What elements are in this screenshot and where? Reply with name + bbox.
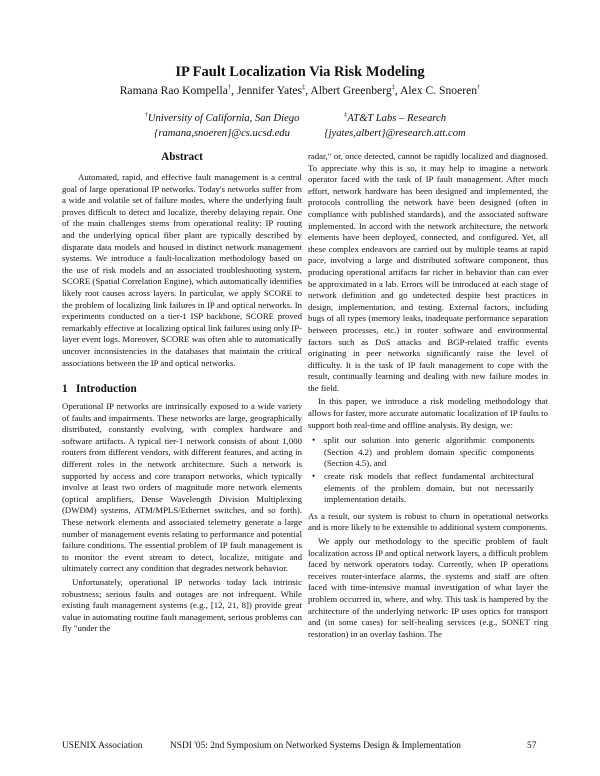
- intro-paragraph-2-continued: radar," or, once detected, cannot be rapidly localized and diagnosed. To appreciate why this is so, it may help to imagine a network operator faced with the task of IP fault management. After much effort, network hardware has been designed and implemented, the protocols controlling the network have been designed (often in compliance with published standards), and the associated software implemented. In accord with the network architecture, the network elements have been deployed, connected, and configured. Yet, all these complex endeavors are carried out by multiple teams at rapid pace, involving a large and distributed software component, thus producing operational artifacts far richer in behavior than can ever be approximated in a lab. Errors will be introduced at each stage of network definition and go undetected despite best practices in design, implementation, and testing. External factors, including bugs of all types (memory leaks, inadequate performance separation between processes, etc.) in router software and environmental factors such as DoS attacks and BGP-related traffic events originating in peer networks significantly raise the level of difficulty. It is the task of IP fault management to cope with the result, continually learning and dealing with new failure modes in the field.: [308, 151, 548, 393]
- intro-paragraph-4: As a result, our system is robust to churn in operational networks and is more likely to be extensible to additional system components.: [308, 510, 548, 533]
- author-affiliation-mark: ‡: [301, 84, 306, 92]
- author-separator: ,: [394, 84, 401, 97]
- author-separator: ,: [305, 84, 311, 97]
- affiliation-name: University of California, San Diego: [147, 113, 300, 124]
- author-name: Albert Greenberg: [310, 84, 392, 97]
- abstract-body: [62, 172, 302, 369]
- design-bullet-list: [308, 435, 548, 506]
- affiliation-email: {ramana,snoeren}@cs.ucsd.edu: [154, 128, 290, 139]
- left-column: [62, 151, 302, 635]
- affiliation-att: [306, 111, 484, 141]
- affiliation-ucsd: [128, 111, 316, 141]
- intro-paragraph-1: Operational IP networks are intrinsically exposed to a wide variety of faults and impairments. These networks are large, geographically distributed, constantly evolving, with complex hardware and software artifacts. A typical tier-1 network consists of about 1,000 routers from different vendors, with different features, and acting in different roles in the network architecture. Such a network is supported by access and core transport networks, which typically involve at least two orders of magnitude more network elements (optical amplifiers, Dense Wavelength Division Multiplexing (DWDM) systems, ATM/MPLS/Ethernet switches, and so forth). These network elements and associated telemetry generate a large number of management events relating to performance and potential failure conditions. The essential problem of IP fault management is to monitor the event stream to detect, localize, mitigate and ultimately correct any condition that degrades network behavior.: [62, 401, 302, 574]
- author-name: Jennifer Yates: [236, 84, 302, 97]
- section-number: 1: [62, 383, 68, 396]
- affiliation-name: AT&T Labs – Research: [347, 113, 447, 124]
- abstract-heading: Abstract: [161, 151, 203, 163]
- intro-paragraph-3: In this paper, we introduce a risk modeling methodology that allows for faster, more accurate automatic localization of IP faults to support both real-time and offline analysis. By design, we:: [308, 396, 548, 430]
- bullet-item: • split our solution into generic algorithmic components (Section 4.2) and problem domain specific components (Section 4.5), and: [308, 435, 548, 470]
- affiliation-mark: †: [144, 111, 148, 119]
- author-separator: ,: [231, 84, 237, 97]
- footer-page-number: 57: [527, 741, 537, 751]
- author-name: Ramana Rao Kompella: [119, 84, 228, 97]
- affiliation-email: {jyates,albert}@research.att.com: [324, 128, 466, 139]
- section-title: Introduction: [76, 383, 137, 396]
- author-list: [0, 84, 600, 97]
- intro-paragraph-2: Unfortunately, operational IP networks today lack intrinsic robustness; serious faults and outages are not infrequent. While existing fault management systems (e.g., [12, 21, 8]) provide great value in automating routine fault management, serious problems can fly "under the: [62, 577, 302, 634]
- paper-title: IP Fault Localization Via Risk Modeling: [175, 64, 425, 80]
- abstract-text: Automated, rapid, and effective fault management is a central goal of large operational IP networks. Today's networks suffer from a wide and volatile set of failure modes, where the underlying fault proves difficult to detect and localize, thereby delaying repair. One of the main challenges stems from operational reality: IP routing and the underlying optical fiber plant are typically described by disparate data models and housed in distinct network management systems. We introduce a fault-localization methodology based on the use of risk models and an associated troubleshooting system, SCORE (Spatial Correlation Engine), which automatically identifies likely root causes across layers. In particular, we apply SCORE to the problem of localizing link failures in IP and optical networks. In experiments conducted on a tier-1 ISP backbone, SCORE proved remarkably effective at localizing optical link failures using only IP-layer event logs. Moreover, SCORE was often able to automatically uncover inconsistencies in the databases that maintain the critical associations between the IP and optical networks.: [62, 172, 302, 368]
- author-affiliation-mark: †: [477, 84, 481, 92]
- author-affiliation-mark: ‡: [391, 84, 395, 92]
- affiliation-mark: ‡: [343, 111, 348, 119]
- section-heading-introduction: [62, 383, 302, 395]
- author-affiliation-mark: †: [227, 84, 232, 92]
- intro-paragraph-5: We apply our methodology to the specific problem of fault localization across IP and optical network layers, a difficult problem faced by network operators today. Currently, when IP operations receives router-interface alarms, the systems and staff are often faced with time-intensive manual investigation of what layer the problem occurred in, where, and why. This task is hampered by the architecture of the underlying network: IP uses optics for transport and (in some cases) for self-healing services (e.g., SONET ring restoration) in an overlay fashion. The: [308, 536, 548, 639]
- author-name: Alex C. Snoeren: [400, 84, 478, 97]
- bullet-item: • create risk models that reflect fundamental architectural elements of the problem domain, but not necessarily implementation details.: [308, 471, 548, 506]
- footer-association: USENIX Association: [62, 741, 143, 751]
- footer-venue: NSDI '05: 2nd Symposium on Networked Systems Design & Implementation: [170, 741, 461, 751]
- right-column: [308, 151, 548, 640]
